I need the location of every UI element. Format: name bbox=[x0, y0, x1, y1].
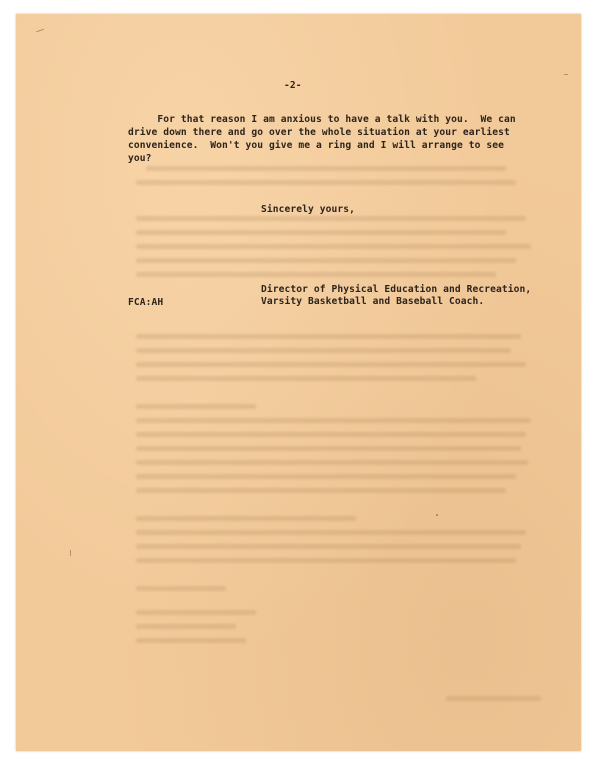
paper-speck bbox=[36, 29, 44, 33]
paper-speck bbox=[436, 514, 438, 516]
letter-body-paragraph: For that reason I am anxious to have a talk with you. We can drive down there and go over the whole situation at your earliest convenience. Won't you give me a ring and I will arrange to see you? bbox=[128, 114, 516, 164]
paper-speck bbox=[564, 74, 568, 75]
reference-initials: FCA:AH bbox=[128, 297, 164, 308]
bleed-through-texture bbox=[126, 164, 546, 704]
paper-speck bbox=[70, 550, 71, 556]
letter-page bbox=[16, 14, 581, 751]
signer-title: Director of Physical Education and Recreation, Varsity Basketball and Baseball Coach. bbox=[261, 284, 532, 307]
letter-closing: Sincerely yours, bbox=[261, 204, 356, 215]
page-number: -2- bbox=[284, 80, 302, 91]
